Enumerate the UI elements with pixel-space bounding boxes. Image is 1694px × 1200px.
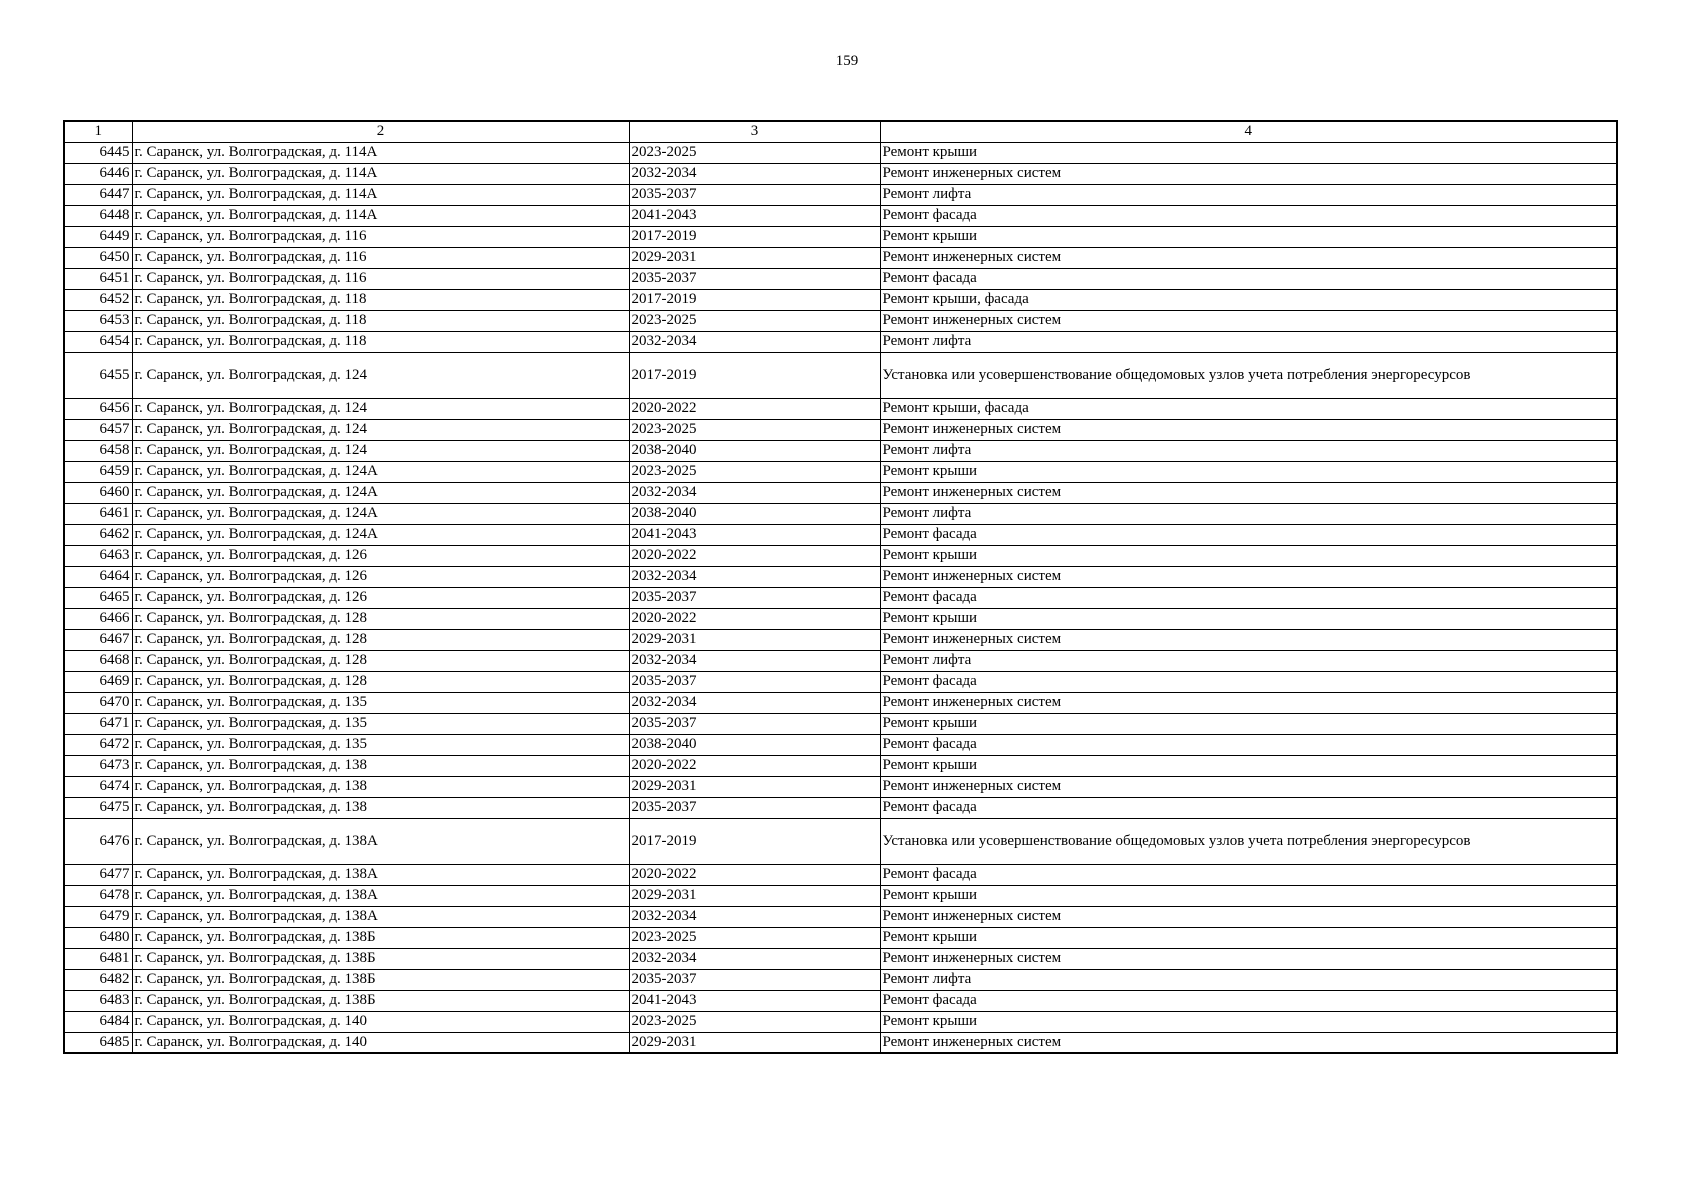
work-type-cell: Ремонт крыши [880, 142, 1617, 163]
work-type-cell: Ремонт инженерных систем [880, 163, 1617, 184]
table-row [64, 184, 1617, 205]
work-type-cell: Установка или усовершенствование общедомовых узлов учета потребления энергоресурсов [880, 352, 1617, 398]
address-cell: г. Саранск, ул. Волгоградская, д. 138А [132, 906, 629, 927]
row-number-cell: 6449 [64, 226, 132, 247]
work-type-cell: Ремонт фасада [880, 671, 1617, 692]
period-cell: 2032-2034 [629, 482, 880, 503]
work-type-cell: Ремонт лифта [880, 650, 1617, 671]
address-cell: г. Саранск, ул. Волгоградская, д. 124А [132, 461, 629, 482]
address-cell: г. Саранск, ул. Волгоградская, д. 138Б [132, 948, 629, 969]
work-type-cell: Ремонт крыши [880, 755, 1617, 776]
period-cell: 2035-2037 [629, 797, 880, 818]
row-number-cell: 6447 [64, 184, 132, 205]
work-type-cell: Ремонт крыши [880, 927, 1617, 948]
work-type-cell: Ремонт инженерных систем [880, 776, 1617, 797]
work-type-cell: Ремонт лифта [880, 184, 1617, 205]
address-cell: г. Саранск, ул. Волгоградская, д. 124А [132, 482, 629, 503]
row-number-cell: 6458 [64, 440, 132, 461]
period-cell: 2029-2031 [629, 776, 880, 797]
work-type-cell: Ремонт фасада [880, 734, 1617, 755]
period-cell: 2038-2040 [629, 440, 880, 461]
period-cell: 2020-2022 [629, 545, 880, 566]
row-number-cell: 6466 [64, 608, 132, 629]
row-number-cell: 6471 [64, 713, 132, 734]
table-body [64, 142, 1617, 1053]
period-cell: 2017-2019 [629, 818, 880, 864]
address-cell: г. Саранск, ул. Волгоградская, д. 114А [132, 205, 629, 226]
period-cell: 2032-2034 [629, 650, 880, 671]
table-row [64, 247, 1617, 268]
table-row [64, 755, 1617, 776]
period-cell: 2023-2025 [629, 461, 880, 482]
table-row [64, 163, 1617, 184]
work-type-cell: Ремонт лифта [880, 440, 1617, 461]
work-type-cell: Ремонт крыши [880, 226, 1617, 247]
row-number-cell: 6465 [64, 587, 132, 608]
address-cell: г. Саранск, ул. Волгоградская, д. 138А [132, 864, 629, 885]
period-cell: 2020-2022 [629, 608, 880, 629]
table-row [64, 818, 1617, 864]
row-number-cell: 6452 [64, 289, 132, 310]
table-row [64, 482, 1617, 503]
table-row [64, 990, 1617, 1011]
header-col-4: 4 [880, 121, 1617, 142]
period-cell: 2020-2022 [629, 755, 880, 776]
address-cell: г. Саранск, ул. Волгоградская, д. 124 [132, 419, 629, 440]
table-row [64, 524, 1617, 545]
row-number-cell: 6476 [64, 818, 132, 864]
address-cell: г. Саранск, ул. Волгоградская, д. 138 [132, 776, 629, 797]
row-number-cell: 6483 [64, 990, 132, 1011]
period-cell: 2041-2043 [629, 205, 880, 226]
row-number-cell: 6472 [64, 734, 132, 755]
row-number-cell: 6463 [64, 545, 132, 566]
address-cell: г. Саранск, ул. Волгоградская, д. 138А [132, 818, 629, 864]
table-row [64, 289, 1617, 310]
row-number-cell: 6461 [64, 503, 132, 524]
table-row [64, 545, 1617, 566]
work-type-cell: Ремонт инженерных систем [880, 310, 1617, 331]
address-cell: г. Саранск, ул. Волгоградская, д. 124А [132, 524, 629, 545]
period-cell: 2032-2034 [629, 566, 880, 587]
row-number-cell: 6470 [64, 692, 132, 713]
work-type-cell: Ремонт крыши [880, 1011, 1617, 1032]
address-cell: г. Саранск, ул. Волгоградская, д. 114А [132, 163, 629, 184]
period-cell: 2035-2037 [629, 671, 880, 692]
work-type-cell: Ремонт крыши [880, 713, 1617, 734]
work-type-cell: Ремонт инженерных систем [880, 906, 1617, 927]
period-cell: 2029-2031 [629, 247, 880, 268]
address-cell: г. Саранск, ул. Волгоградская, д. 138Б [132, 969, 629, 990]
work-type-cell: Ремонт фасада [880, 990, 1617, 1011]
address-cell: г. Саранск, ул. Волгоградская, д. 138Б [132, 990, 629, 1011]
address-cell: г. Саранск, ул. Волгоградская, д. 140 [132, 1011, 629, 1032]
period-cell: 2035-2037 [629, 969, 880, 990]
row-number-cell: 6445 [64, 142, 132, 163]
table-row [64, 461, 1617, 482]
table-row [64, 885, 1617, 906]
address-cell: г. Саранск, ул. Волгоградская, д. 128 [132, 629, 629, 650]
table-row [64, 927, 1617, 948]
period-cell: 2032-2034 [629, 163, 880, 184]
row-number-cell: 6469 [64, 671, 132, 692]
period-cell: 2020-2022 [629, 864, 880, 885]
table-row [64, 906, 1617, 927]
work-type-cell: Ремонт инженерных систем [880, 482, 1617, 503]
row-number-cell: 6453 [64, 310, 132, 331]
table-row [64, 650, 1617, 671]
period-cell: 2023-2025 [629, 1011, 880, 1032]
address-cell: г. Саранск, ул. Волгоградская, д. 138 [132, 797, 629, 818]
address-cell: г. Саранск, ул. Волгоградская, д. 138 [132, 755, 629, 776]
period-cell: 2023-2025 [629, 927, 880, 948]
table-row [64, 864, 1617, 885]
table-row [64, 566, 1617, 587]
table-row [64, 734, 1617, 755]
row-number-cell: 6446 [64, 163, 132, 184]
row-number-cell: 6464 [64, 566, 132, 587]
address-cell: г. Саранск, ул. Волгоградская, д. 124 [132, 352, 629, 398]
page-number: 159 [835, 53, 859, 69]
work-type-cell: Ремонт фасада [880, 524, 1617, 545]
table-row [64, 419, 1617, 440]
table-row [64, 503, 1617, 524]
period-cell: 2017-2019 [629, 226, 880, 247]
period-cell: 2038-2040 [629, 734, 880, 755]
row-number-cell: 6475 [64, 797, 132, 818]
address-cell: г. Саранск, ул. Волгоградская, д. 118 [132, 331, 629, 352]
address-cell: г. Саранск, ул. Волгоградская, д. 128 [132, 671, 629, 692]
row-number-cell: 6454 [64, 331, 132, 352]
table-row [64, 1011, 1617, 1032]
period-cell: 2035-2037 [629, 184, 880, 205]
period-cell: 2032-2034 [629, 948, 880, 969]
row-number-cell: 6456 [64, 398, 132, 419]
row-number-cell: 6448 [64, 205, 132, 226]
table-row [64, 352, 1617, 398]
table-row [64, 948, 1617, 969]
period-cell: 2029-2031 [629, 885, 880, 906]
row-number-cell: 6479 [64, 906, 132, 927]
table-row [64, 268, 1617, 289]
header-col-3: 3 [629, 121, 880, 142]
address-cell: г. Саранск, ул. Волгоградская, д. 135 [132, 734, 629, 755]
row-number-cell: 6459 [64, 461, 132, 482]
period-cell: 2023-2025 [629, 310, 880, 331]
work-type-cell: Ремонт инженерных систем [880, 247, 1617, 268]
table-row [64, 671, 1617, 692]
period-cell: 2038-2040 [629, 503, 880, 524]
period-cell: 2017-2019 [629, 289, 880, 310]
address-cell: г. Саранск, ул. Волгоградская, д. 128 [132, 608, 629, 629]
work-type-cell: Ремонт фасада [880, 797, 1617, 818]
row-number-cell: 6455 [64, 352, 132, 398]
row-number-cell: 6457 [64, 419, 132, 440]
address-cell: г. Саранск, ул. Волгоградская, д. 135 [132, 713, 629, 734]
address-cell: г. Саранск, ул. Волгоградская, д. 126 [132, 566, 629, 587]
address-cell: г. Саранск, ул. Волгоградская, д. 138А [132, 885, 629, 906]
period-cell: 2041-2043 [629, 524, 880, 545]
row-number-cell: 6462 [64, 524, 132, 545]
period-cell: 2035-2037 [629, 713, 880, 734]
period-cell: 2023-2025 [629, 419, 880, 440]
address-cell: г. Саранск, ул. Волгоградская, д. 124 [132, 398, 629, 419]
period-cell: 2035-2037 [629, 268, 880, 289]
work-type-cell: Ремонт крыши, фасада [880, 398, 1617, 419]
work-type-cell: Ремонт лифта [880, 331, 1617, 352]
period-cell: 2029-2031 [629, 1032, 880, 1053]
row-number-cell: 6484 [64, 1011, 132, 1032]
header-row [64, 121, 1617, 142]
table-row [64, 629, 1617, 650]
row-number-cell: 6481 [64, 948, 132, 969]
table-row [64, 969, 1617, 990]
work-type-cell: Ремонт лифта [880, 503, 1617, 524]
address-cell: г. Саранск, ул. Волгоградская, д. 126 [132, 545, 629, 566]
work-type-cell: Ремонт крыши [880, 608, 1617, 629]
work-type-cell: Ремонт крыши [880, 545, 1617, 566]
address-cell: г. Саранск, ул. Волгоградская, д. 116 [132, 247, 629, 268]
address-cell: г. Саранск, ул. Волгоградская, д. 114А [132, 142, 629, 163]
work-type-cell: Ремонт крыши [880, 885, 1617, 906]
row-number-cell: 6468 [64, 650, 132, 671]
header-col-1: 1 [64, 121, 132, 142]
period-cell: 2029-2031 [629, 629, 880, 650]
table-row [64, 205, 1617, 226]
row-number-cell: 6450 [64, 247, 132, 268]
work-type-cell: Ремонт крыши, фасада [880, 289, 1617, 310]
table-row [64, 440, 1617, 461]
address-cell: г. Саранск, ул. Волгоградская, д. 128 [132, 650, 629, 671]
address-cell: г. Саранск, ул. Волгоградская, д. 116 [132, 226, 629, 247]
table-row [64, 310, 1617, 331]
work-type-cell: Ремонт инженерных систем [880, 1032, 1617, 1053]
period-cell: 2032-2034 [629, 906, 880, 927]
work-type-cell: Ремонт фасада [880, 864, 1617, 885]
table-row [64, 608, 1617, 629]
work-type-cell: Ремонт лифта [880, 969, 1617, 990]
work-type-cell: Ремонт инженерных систем [880, 948, 1617, 969]
row-number-cell: 6467 [64, 629, 132, 650]
address-cell: г. Саранск, ул. Волгоградская, д. 118 [132, 310, 629, 331]
address-cell: г. Саранск, ул. Волгоградская, д. 140 [132, 1032, 629, 1053]
table-row [64, 142, 1617, 163]
period-cell: 2041-2043 [629, 990, 880, 1011]
table-row [64, 797, 1617, 818]
row-number-cell: 6485 [64, 1032, 132, 1053]
work-type-cell: Ремонт фасада [880, 587, 1617, 608]
header-col-2: 2 [132, 121, 629, 142]
table-row [64, 587, 1617, 608]
work-type-cell: Ремонт инженерных систем [880, 419, 1617, 440]
address-cell: г. Саранск, ул. Волгоградская, д. 135 [132, 692, 629, 713]
row-number-cell: 6474 [64, 776, 132, 797]
row-number-cell: 6451 [64, 268, 132, 289]
work-type-cell: Ремонт инженерных систем [880, 566, 1617, 587]
address-cell: г. Саранск, ул. Волгоградская, д. 124А [132, 503, 629, 524]
address-cell: г. Саранск, ул. Волгоградская, д. 116 [132, 268, 629, 289]
work-type-cell: Ремонт крыши [880, 461, 1617, 482]
work-type-cell: Установка или усовершенствование общедомовых узлов учета потребления энергоресурсов [880, 818, 1617, 864]
table-row [64, 713, 1617, 734]
work-type-cell: Ремонт фасада [880, 268, 1617, 289]
table-header [64, 121, 1617, 142]
work-type-cell: Ремонт фасада [880, 205, 1617, 226]
period-cell: 2023-2025 [629, 142, 880, 163]
row-number-cell: 6478 [64, 885, 132, 906]
row-number-cell: 6460 [64, 482, 132, 503]
row-number-cell: 6477 [64, 864, 132, 885]
period-cell: 2032-2034 [629, 331, 880, 352]
table-row [64, 226, 1617, 247]
address-cell: г. Саранск, ул. Волгоградская, д. 124 [132, 440, 629, 461]
period-cell: 2020-2022 [629, 398, 880, 419]
work-type-cell: Ремонт инженерных систем [880, 692, 1617, 713]
table-row [64, 398, 1617, 419]
table-row [64, 331, 1617, 352]
period-cell: 2035-2037 [629, 587, 880, 608]
work-type-cell: Ремонт инженерных систем [880, 629, 1617, 650]
table-row [64, 1032, 1617, 1053]
row-number-cell: 6482 [64, 969, 132, 990]
row-number-cell: 6480 [64, 927, 132, 948]
period-cell: 2032-2034 [629, 692, 880, 713]
address-cell: г. Саранск, ул. Волгоградская, д. 114А [132, 184, 629, 205]
address-cell: г. Саранск, ул. Волгоградская, д. 126 [132, 587, 629, 608]
table-row [64, 776, 1617, 797]
period-cell: 2017-2019 [629, 352, 880, 398]
row-number-cell: 6473 [64, 755, 132, 776]
table-row [64, 692, 1617, 713]
address-cell: г. Саранск, ул. Волгоградская, д. 138Б [132, 927, 629, 948]
register-table [63, 120, 1618, 1054]
address-cell: г. Саранск, ул. Волгоградская, д. 118 [132, 289, 629, 310]
